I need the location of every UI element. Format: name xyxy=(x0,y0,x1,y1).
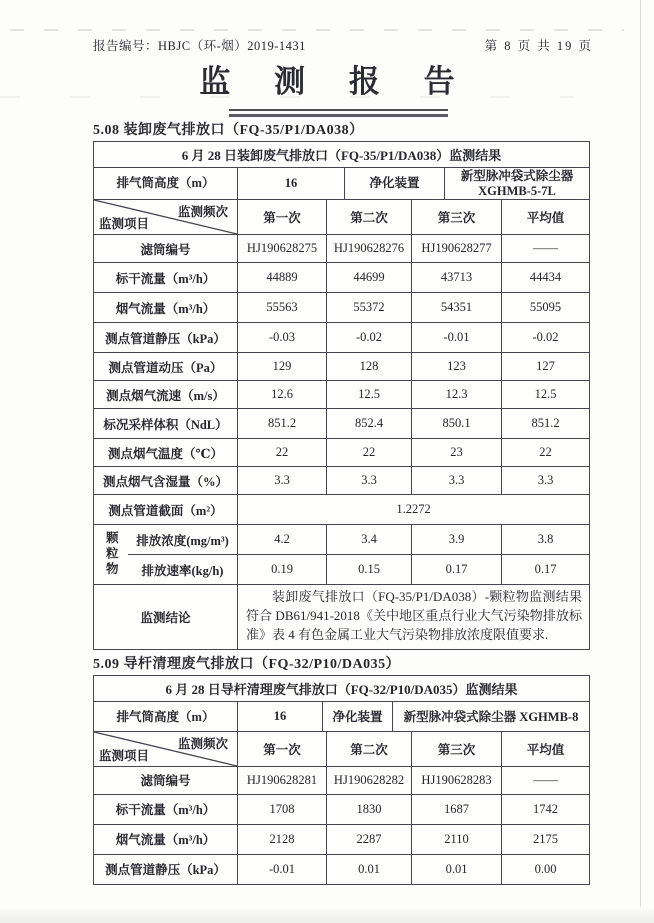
row-label: 测点管道静压（kPa） xyxy=(105,331,226,346)
table-row xyxy=(94,380,589,408)
stack-height-value: 16 xyxy=(237,168,344,199)
cell-value: -0.01 xyxy=(237,855,326,884)
row-label: 测点烟气温度（℃） xyxy=(108,446,223,461)
row-label: 测点管道动压（Pa） xyxy=(108,360,223,375)
particulate-label: 颗粒物 xyxy=(104,531,119,578)
cross-section-label: 测点管道截面（m²） xyxy=(108,503,223,518)
row-label: 测点管道静压（kPa） xyxy=(105,863,226,878)
scanner-edge-line xyxy=(640,0,641,923)
row-label: 排放浓度(mg/m³) xyxy=(136,533,229,548)
item-header: 监测项目 xyxy=(99,748,150,763)
table-row xyxy=(94,466,589,494)
monitoring-table-fq32 xyxy=(93,675,590,885)
cell-value: 22 xyxy=(237,439,326,466)
cell-value: 2287 xyxy=(326,825,411,854)
conclusion-row xyxy=(94,584,589,649)
table-row xyxy=(94,794,589,824)
table-title-row xyxy=(94,142,589,167)
row-label: 标干流量（m³/h） xyxy=(115,803,216,818)
diagonal-header-cell xyxy=(94,732,237,766)
cell-value: 44889 xyxy=(237,263,326,292)
cell-value: 54351 xyxy=(411,293,501,322)
table-row xyxy=(94,438,589,466)
table-row xyxy=(94,234,589,262)
stack-height-value: 16 xyxy=(237,702,322,731)
table-row xyxy=(94,766,589,794)
row-label: 烟气流量（m³/h） xyxy=(115,301,216,316)
monitoring-table-fq35 xyxy=(93,141,590,650)
section-heading-5-08: 5.08 装卸废气排放口（FQ-35/P1/DA038） xyxy=(93,123,364,138)
col-header-avg: 平均值 xyxy=(501,200,589,234)
row-label: 测点烟气流速（m/s） xyxy=(106,388,225,403)
cell-value: 4.2 xyxy=(237,525,326,554)
table-row xyxy=(94,854,589,884)
table-row xyxy=(94,262,589,292)
col-header-3: 第三次 xyxy=(411,732,501,766)
cell-value: 0.19 xyxy=(237,555,326,584)
cell-value: 2128 xyxy=(237,825,326,854)
purifier-value: 新型脉冲袋式除尘器 XGHMB-8 xyxy=(392,702,589,731)
cell-value: 12.5 xyxy=(326,381,411,408)
cross-section-row xyxy=(94,494,589,524)
row-label: 测点烟气含湿量（%） xyxy=(102,474,228,489)
row-label: 滤筒编号 xyxy=(140,774,191,789)
conclusion-text: 装卸废气排放口（FQ-35/P1/DA038）-颗粒物监测结果符合 DB61/941-2018《关中地区重点行业大气污染物排放标准》表 4 有色金属工业大气污染物排放浓度限值要求. xyxy=(237,585,589,649)
cell-value: 851.2 xyxy=(237,409,326,438)
cell-value: 0.15 xyxy=(326,555,411,584)
table-row xyxy=(94,824,589,854)
scan-bottom-shadow xyxy=(0,907,654,923)
cell-value: 850.1 xyxy=(411,409,501,438)
table-title: 6 月 28 日导杆清理废气排放口（FQ-32/P10/DA035）监测结果 xyxy=(165,681,518,697)
cell-value: -0.03 xyxy=(237,323,326,352)
table-row xyxy=(94,352,589,380)
col-header-avg: 平均值 xyxy=(501,732,589,766)
column-header-row xyxy=(94,199,589,234)
cell-value: 0.01 xyxy=(326,855,411,884)
page-number: 第 8 页 共 19 页 xyxy=(484,39,593,53)
frequency-header: 监测频次 xyxy=(177,736,228,751)
table-title-row xyxy=(94,676,589,701)
section-heading-5-09: 5.09 导杆清理废气排放口（FQ-32/P10/DA035） xyxy=(93,656,401,672)
cell-value: —— xyxy=(501,767,589,794)
cell-value: 2110 xyxy=(411,825,501,854)
table-row xyxy=(94,322,589,352)
cell-value: 1742 xyxy=(501,795,589,824)
particulate-block xyxy=(94,524,589,584)
table-title: 6 月 28 日装卸废气排放口（FQ-35/P1/DA038）监测结果 xyxy=(181,148,502,163)
cell-value: 3.4 xyxy=(326,525,411,554)
cell-value: 128 xyxy=(326,353,411,380)
cross-section-value: 1.2272 xyxy=(237,495,589,524)
scan-noise-streak xyxy=(10,29,624,31)
page-header xyxy=(93,36,593,54)
cell-value: HJ190628277 xyxy=(411,235,501,262)
row-label: 排放速率(kg/h) xyxy=(141,563,224,578)
cell-value: 3.3 xyxy=(501,467,589,494)
frequency-header: 监测频次 xyxy=(177,205,228,219)
cell-value: 129 xyxy=(237,353,326,380)
cell-value: 12.5 xyxy=(501,381,589,408)
cell-value: 0.01 xyxy=(411,855,501,884)
row-label: 标况采样体积（NdL） xyxy=(103,417,228,432)
report-number: 报告编号：HBJC（环-烟）2019-1431 xyxy=(93,39,306,53)
table-row xyxy=(128,525,589,554)
col-header-1: 第一次 xyxy=(237,200,326,234)
cell-value: 44699 xyxy=(326,263,411,292)
cell-value: 12.6 xyxy=(237,381,326,408)
table-row xyxy=(94,408,589,438)
cell-value: 1708 xyxy=(237,795,326,824)
cell-value: 0.00 xyxy=(501,855,589,884)
cell-value: HJ190628276 xyxy=(326,235,411,262)
cell-value: 22 xyxy=(501,439,589,466)
cell-value: 1687 xyxy=(411,795,501,824)
table-row xyxy=(94,292,589,322)
cell-value: 55563 xyxy=(237,293,326,322)
cell-value: 0.17 xyxy=(411,555,501,584)
row-label: 标干流量（m³/h） xyxy=(115,271,216,286)
conclusion-label: 监测结论 xyxy=(140,610,191,625)
col-header-1: 第一次 xyxy=(237,732,326,766)
cell-value: HJ190628275 xyxy=(237,235,326,262)
cell-value: 3.3 xyxy=(237,467,326,494)
stack-info-row xyxy=(94,701,589,731)
cell-value: HJ190628283 xyxy=(411,767,501,794)
cell-value: 3.3 xyxy=(411,467,501,494)
stack-height-label: 排气筒高度（m） xyxy=(116,176,215,191)
col-header-2: 第二次 xyxy=(326,732,411,766)
cell-value: 22 xyxy=(326,439,411,466)
cell-value: 3.8 xyxy=(501,525,589,554)
cell-value: -0.02 xyxy=(501,323,589,352)
cell-value: 43713 xyxy=(411,263,501,292)
cell-value: HJ190628282 xyxy=(326,767,411,794)
document-title: 监 测 报 告 xyxy=(199,64,473,99)
cell-value: 12.3 xyxy=(411,381,501,408)
particulate-rows xyxy=(128,525,589,584)
purifier-label: 净化装置 xyxy=(322,702,392,731)
cell-value: 123 xyxy=(411,353,501,380)
column-header-row xyxy=(94,731,589,766)
table-row xyxy=(128,554,589,584)
cell-value: —— xyxy=(501,235,589,262)
cell-value: -0.01 xyxy=(411,323,501,352)
stack-info-row xyxy=(94,167,589,199)
cell-value: 3.3 xyxy=(326,467,411,494)
col-header-3: 第三次 xyxy=(411,200,501,234)
title-underline-rule xyxy=(229,109,448,117)
diagonal-header-cell xyxy=(94,200,237,234)
cell-value: HJ190628281 xyxy=(237,767,326,794)
cell-value: 3.9 xyxy=(411,525,501,554)
cell-value: 1830 xyxy=(326,795,411,824)
cell-value: 127 xyxy=(501,353,589,380)
purifier-label: 净化装置 xyxy=(344,168,444,199)
cell-value: 852.4 xyxy=(326,409,411,438)
cell-value: 0.17 xyxy=(501,555,589,584)
cell-value: 55372 xyxy=(326,293,411,322)
cell-value: 851.2 xyxy=(501,409,589,438)
cell-value: 23 xyxy=(411,439,501,466)
cell-value: 2175 xyxy=(501,825,589,854)
page-content xyxy=(93,119,590,885)
item-header: 监测项目 xyxy=(99,217,150,231)
stack-height-label: 排气筒高度（m） xyxy=(116,710,215,725)
cell-value: -0.02 xyxy=(326,323,411,352)
cell-value: 55095 xyxy=(501,293,589,322)
purifier-value: 新型脉冲袋式除尘器 XGHMB-5-7L xyxy=(444,168,589,199)
row-label: 烟气流量（m³/h） xyxy=(115,833,216,848)
cell-value: 44434 xyxy=(501,263,589,292)
row-label: 滤筒编号 xyxy=(140,242,191,257)
col-header-2: 第二次 xyxy=(326,200,411,234)
